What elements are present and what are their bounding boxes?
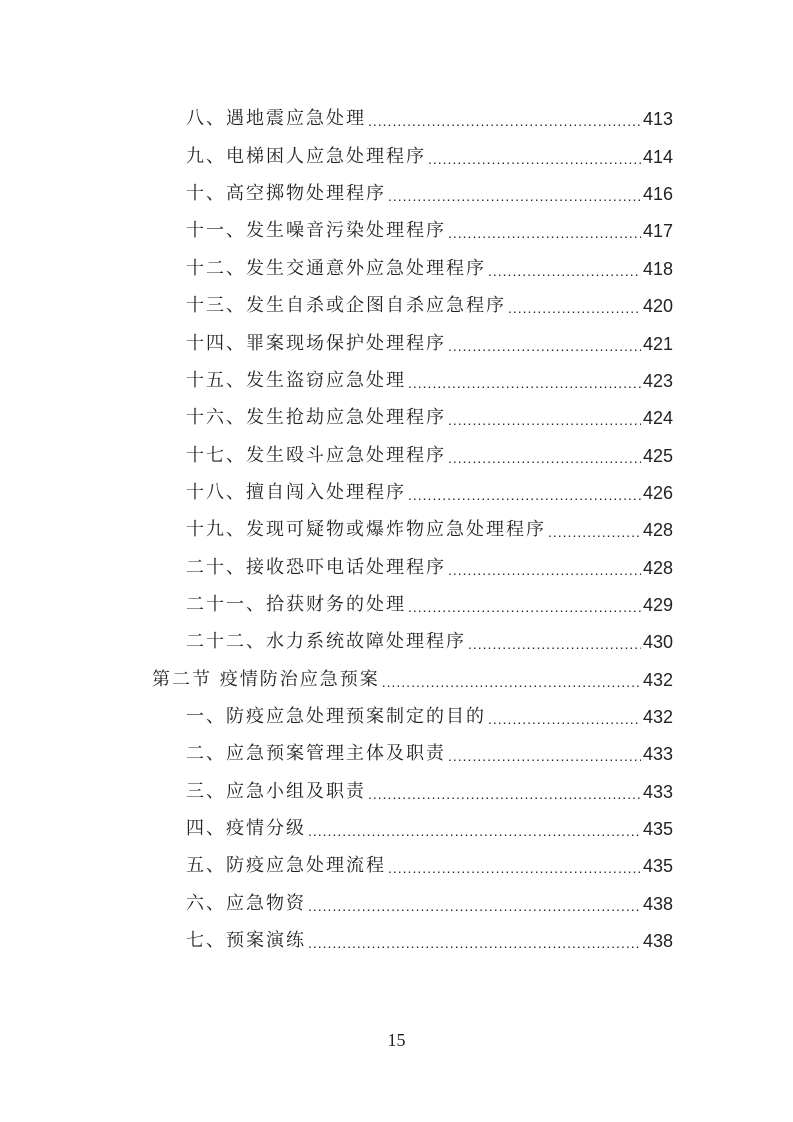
toc-entry-page: 430 <box>642 632 673 652</box>
toc-entry-title: 二十一、拾获财务的处理 <box>186 594 406 615</box>
toc-entry-page: 435 <box>642 856 673 876</box>
toc-entry[interactable] <box>186 217 673 245</box>
toc-entry-page: 438 <box>642 931 673 951</box>
toc-entry[interactable] <box>186 890 673 918</box>
toc-entry-page: 426 <box>642 483 673 503</box>
toc-entry-title: 十六、发生抢劫应急处理程序 <box>186 407 446 428</box>
toc-entry[interactable] <box>186 479 673 507</box>
toc-entry-page: 432 <box>642 707 673 727</box>
toc-entry[interactable] <box>186 330 673 358</box>
toc-entry-page: 429 <box>642 595 673 615</box>
toc-leader-dots <box>368 105 641 133</box>
toc-entry-page: 432 <box>642 670 673 690</box>
toc-entry[interactable] <box>186 591 673 619</box>
toc-leader-dots <box>448 740 641 768</box>
toc-entry[interactable] <box>186 778 673 806</box>
toc-entry-title: 七、预案演练 <box>186 930 306 951</box>
toc-entry-page: 416 <box>642 184 673 204</box>
toc-entry-title: 二、应急预案管理主体及职责 <box>186 743 446 764</box>
toc-entry-title: 十九、发现可疑物或爆炸物应急处理程序 <box>186 519 546 540</box>
toc-entry-title: 八、遇地震应急处理 <box>186 108 366 129</box>
toc-leader-dots <box>388 180 641 208</box>
toc-entry-title: 六、应急物资 <box>186 893 306 914</box>
toc-entry[interactable] <box>186 442 673 470</box>
toc-entry[interactable] <box>186 927 673 955</box>
toc-entry-title: 十三、发生自杀或企图自杀应急程序 <box>186 295 506 316</box>
toc-entry-page: 414 <box>642 147 673 167</box>
toc-entry-title: 三、应急小组及职责 <box>186 781 366 802</box>
toc-entry-page: 423 <box>642 371 673 391</box>
toc-entry-title: 一、防疫应急处理预案制定的目的 <box>186 706 486 727</box>
toc-entry-title: 五、防疫应急处理流程 <box>186 855 386 876</box>
toc-entry-page: 421 <box>642 334 673 354</box>
toc-entry-page: 417 <box>642 221 673 241</box>
toc-entry-page: 438 <box>642 894 673 914</box>
toc-leader-dots <box>488 255 641 283</box>
toc-entry[interactable] <box>186 367 673 395</box>
toc-leader-dots <box>548 516 641 544</box>
toc-leader-dots <box>448 442 641 470</box>
toc-entry[interactable] <box>186 703 673 731</box>
toc-entry-page: 418 <box>642 259 673 279</box>
toc-entry[interactable] <box>186 852 673 880</box>
toc-entry-title: 十八、擅自闯入处理程序 <box>186 482 406 503</box>
toc-entry-title: 二十、接收恐吓电话处理程序 <box>186 557 446 578</box>
toc-leader-dots <box>388 852 641 880</box>
toc-leader-dots <box>448 404 641 432</box>
toc-entry[interactable] <box>186 292 673 320</box>
toc-entry[interactable] <box>186 105 673 133</box>
toc-leader-dots <box>408 367 641 395</box>
toc-entry-page: 435 <box>642 819 673 839</box>
toc-leader-dots <box>428 143 641 171</box>
toc-section-entry[interactable] <box>152 666 673 694</box>
toc-entry-title: 十二、发生交通意外应急处理程序 <box>186 258 486 279</box>
toc-entry[interactable] <box>186 143 673 171</box>
toc-entry-page: 428 <box>642 520 673 540</box>
toc-entry-title: 十五、发生盗窃应急处理 <box>186 370 406 391</box>
toc-entry-page: 433 <box>642 782 673 802</box>
toc-leader-dots <box>508 292 641 320</box>
toc-entry[interactable] <box>186 815 673 843</box>
toc-leader-dots <box>448 217 641 245</box>
toc-entry-title: 二十二、水力系统故障处理程序 <box>186 631 466 652</box>
toc-leader-dots <box>448 330 641 358</box>
toc-entry-page: 420 <box>642 296 673 316</box>
toc-leader-dots <box>382 666 641 694</box>
toc-leader-dots <box>448 554 641 582</box>
toc-entry-page: 428 <box>642 558 673 578</box>
toc-leader-dots <box>308 815 641 843</box>
toc-leader-dots <box>308 927 641 955</box>
toc-leader-dots <box>308 890 641 918</box>
toc-entry[interactable] <box>186 404 673 432</box>
toc-entry-title: 十一、发生噪音污染处理程序 <box>186 220 446 241</box>
toc-entry-title: 十四、罪案现场保护处理程序 <box>186 333 446 354</box>
toc-entry-title: 十七、发生殴斗应急处理程序 <box>186 445 446 466</box>
toc-entry-page: 424 <box>642 408 673 428</box>
toc-entry-title: 第二节 疫情防治应急预案 <box>152 669 380 690</box>
toc-entry-page: 433 <box>642 744 673 764</box>
toc-leader-dots <box>408 479 641 507</box>
toc-entry-page: 425 <box>642 446 673 466</box>
toc-leader-dots <box>488 703 641 731</box>
toc-entry[interactable] <box>186 255 673 283</box>
toc-entry[interactable] <box>186 628 673 656</box>
toc-entry-title: 十、高空掷物处理程序 <box>186 183 386 204</box>
toc-entry-title: 四、疫情分级 <box>186 818 306 839</box>
toc-entry-title: 九、电梯困人应急处理程序 <box>186 146 426 167</box>
toc-leader-dots <box>468 628 641 656</box>
toc-entry[interactable] <box>186 740 673 768</box>
toc-entry[interactable] <box>186 554 673 582</box>
toc-entry-page: 413 <box>642 109 673 129</box>
toc-entry[interactable] <box>186 180 673 208</box>
page-number: 15 <box>387 1030 406 1050</box>
toc-entry[interactable] <box>186 516 673 544</box>
toc-leader-dots <box>408 591 641 619</box>
toc-leader-dots <box>368 778 641 806</box>
